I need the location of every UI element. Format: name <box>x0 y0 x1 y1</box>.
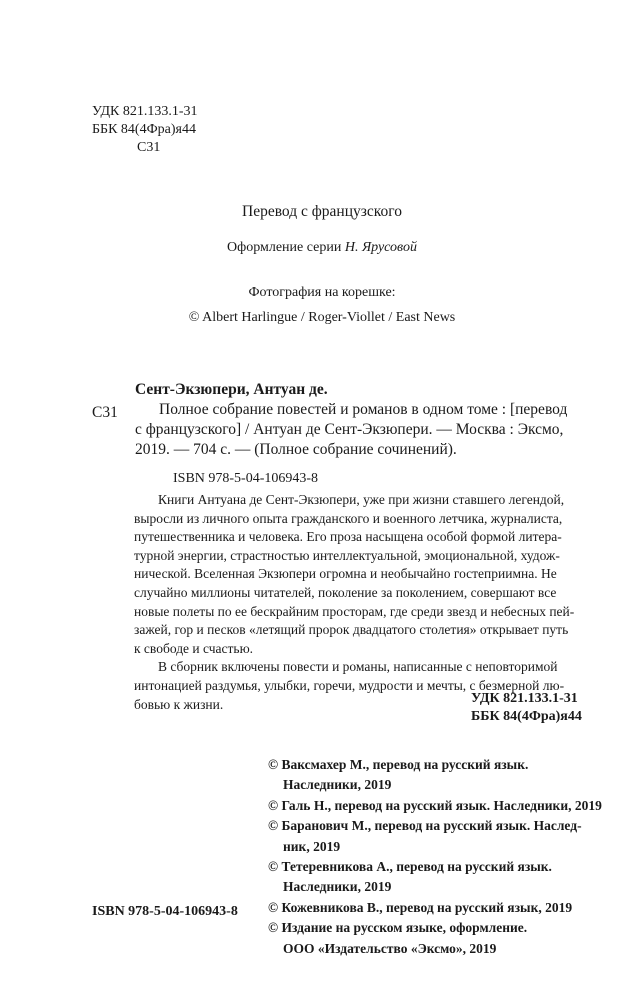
copyright-line: © Ваксмахер М., перевод на русский язык. <box>268 757 529 772</box>
copyright-line: © Баранович М., перевод на русский язык. Наслед- <box>268 818 582 834</box>
annotation <box>134 491 594 714</box>
udk-code-right: УДК 821.133.1-31 <box>471 691 578 706</box>
copyright-line-continued: Наследники, 2019 <box>283 777 392 793</box>
classification-codes <box>92 103 292 157</box>
copyright-line-continued: ООО «Издательство «Эксмо», 2019 <box>283 940 497 956</box>
annotation-line: случайно миллионы читателей, поколение за поколением, совершают все <box>134 584 557 600</box>
series-designer-name: Н. Ярусовой <box>344 240 417 255</box>
copyright-line: © Тетеревникова А., перевод на русский язык. <box>268 859 552 875</box>
classification-codes-right <box>471 690 582 726</box>
copyright-line: © Издание на русском языке, оформление. <box>268 920 528 936</box>
annotation-line: турной энергии, страстностью интеллектуальной, эмоциональной, худож- <box>134 547 560 563</box>
spine-photo-label: Фотография на корешке: <box>248 285 396 300</box>
annotation-line: новые полеты по ее бескрайним просторам, где среди звезд и небесных пей- <box>134 603 575 619</box>
catalog-description <box>135 400 595 460</box>
copyright-line-continued: Наследники, 2019 <box>283 879 392 895</box>
copyright-line-continued: ник, 2019 <box>283 838 341 854</box>
annotation-paragraph-1 <box>134 491 594 658</box>
catalog-isbn: ISBN 978-5-04-106943-8 <box>173 471 319 486</box>
spine-photo-credit: © Albert Harlingue / Roger-Viollet / East News <box>188 310 456 325</box>
catalog-description-line: с французского] / Антуан де Сент-Экзюпери. — Москва : Эксмо, <box>135 421 564 438</box>
annotation-line: зажей, гор и песков «летящий пророк двадцатого столетия» открывает путь <box>134 622 569 638</box>
bbk-code: ББК 84(4Фра)я44 <box>92 122 196 137</box>
copyright-list <box>268 755 602 959</box>
catalog-description-line: 2019. — 704 с. — (Полное собрание сочинений). <box>135 441 457 458</box>
isbn-bottom: ISBN 978-5-04-106943-8 <box>92 904 238 919</box>
bbk-code-right: ББК 84(4Фра)я44 <box>471 709 582 724</box>
annotation-line: бовью к жизни. <box>134 696 224 712</box>
catalog-author: Сент-Экзюпери, Антуан де. <box>135 381 328 398</box>
copyright-line: © Галь Н., перевод на русский язык. Наследники, 2019 <box>268 797 602 813</box>
annotation-line: Книги Антуана де Сент-Экзюпери, уже при жизни ставшего легендой, <box>158 492 565 507</box>
catalog-entry <box>135 380 595 460</box>
annotation-line: выросли из личного опыта гражданского и военного летчика, журналиста, <box>134 510 563 526</box>
series-design-prefix: Оформление серии <box>227 240 345 255</box>
udk-code: УДК 821.133.1-31 <box>92 104 198 119</box>
annotation-line: путешественника и человека. Его проза насыщена особой формой литера- <box>134 529 562 545</box>
annotation-line: к свободе и счастью. <box>134 640 254 656</box>
catalog-code: С31 <box>92 404 118 421</box>
copyright-line: © Кожевникова В., перевод на русский язык, 2019 <box>268 899 573 915</box>
translation-credit: Перевод с французского <box>242 203 402 220</box>
cutter-code: С31 <box>137 140 161 155</box>
annotation-line: В сборник включены повести и романы, написанные с неповторимой <box>158 659 558 675</box>
catalog-description-line: Полное собрание повестей и романов в одном томе : [перевод <box>159 401 568 418</box>
annotation-line: интонацией раздумья, улыбки, горечи, мудрости и мечты, с безмерной лю- <box>134 677 565 693</box>
annotation-line: нической. Вселенная Экзюпери огромна и необычайно гостеприимна. Не <box>134 566 557 582</box>
series-design-credit <box>0 239 644 257</box>
